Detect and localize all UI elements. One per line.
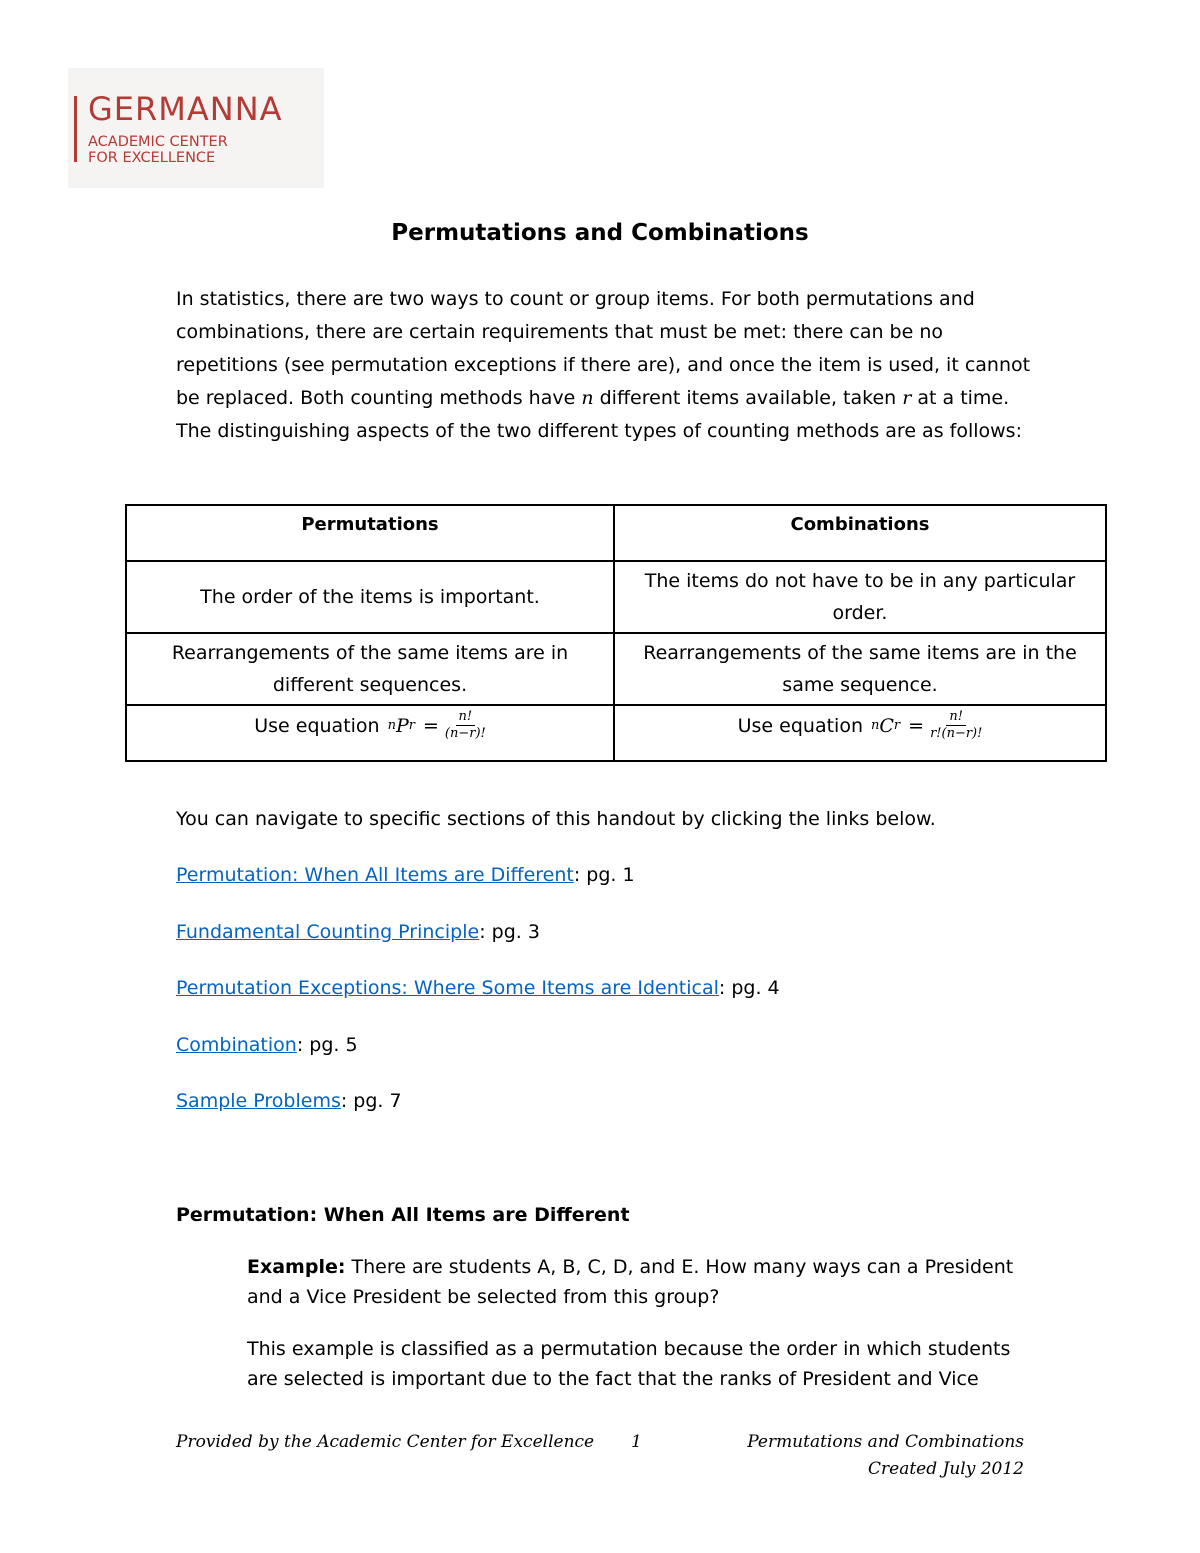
footer-doc-title: Permutations and Combinations bbox=[747, 1432, 1024, 1452]
permutation-equation-cell bbox=[126, 705, 614, 761]
table-row-equations bbox=[126, 705, 1106, 761]
formula-numerator: n! bbox=[946, 709, 966, 726]
intro-var-n: n bbox=[581, 387, 594, 409]
intro-text-1: In statistics, there are two ways to count or group items. For both permutations and combinations, there are certain requirements that must be met: there can be no repetitions (see permutation exceptions if there are), and once the item is used, it cannot be replaced. Both counting methods have bbox=[176, 288, 1031, 409]
table-header-row bbox=[126, 505, 1106, 561]
table-cell: The order of the items is important. bbox=[126, 561, 614, 633]
page-ref: : pg. 5 bbox=[296, 1034, 358, 1056]
formula-subscript-n: n bbox=[387, 717, 396, 733]
page-ref: : pg. 3 bbox=[479, 921, 540, 943]
formula-symbol: P bbox=[395, 714, 409, 737]
table-cell: Rearrangements of the same items are in the same sequence. bbox=[614, 633, 1106, 705]
nav-item-permutation-exceptions bbox=[176, 972, 780, 1005]
page-title: Permutations and Combinations bbox=[391, 220, 809, 246]
combination-formula bbox=[871, 709, 982, 742]
nav-item-counting-principle bbox=[176, 916, 540, 949]
page-ref: : pg. 1 bbox=[573, 864, 635, 886]
formula-fraction bbox=[930, 709, 982, 742]
link-permutation-different[interactable]: Permutation: When All Items are Different bbox=[176, 864, 574, 886]
formula-fraction bbox=[445, 709, 486, 742]
table-cell: Rearrangements of the same items are in different sequences. bbox=[126, 633, 614, 705]
link-combination[interactable]: Combination bbox=[176, 1034, 297, 1056]
equation-label: Use equation bbox=[737, 714, 863, 737]
footer-page-number: 1 bbox=[631, 1432, 642, 1452]
nav-item-permutation-different bbox=[176, 859, 635, 892]
link-permutation-exceptions[interactable]: Permutation Exceptions: Where Some Items are Identical bbox=[176, 977, 719, 999]
combination-equation-cell bbox=[614, 705, 1106, 761]
logo-subtitle bbox=[88, 134, 228, 166]
intro-text-2: different items available, taken bbox=[593, 387, 903, 409]
intro-paragraph bbox=[176, 283, 1046, 448]
logo-bar bbox=[74, 96, 77, 162]
formula-equals: = bbox=[908, 714, 925, 737]
example-label: Example: bbox=[247, 1256, 346, 1278]
navigation-intro: You can navigate to specific sections of this handout by clicking the links below. bbox=[176, 808, 936, 830]
formula-symbol: C bbox=[879, 714, 894, 737]
formula-subscript-n: n bbox=[871, 717, 880, 733]
footer-created-date: Created July 2012 bbox=[868, 1459, 1024, 1479]
formula-equals: = bbox=[422, 714, 439, 737]
logo-line-1: ACADEMIC CENTER bbox=[88, 134, 228, 150]
logo-name: GERMANNA bbox=[88, 90, 283, 128]
formula-denominator: r!(n−r)! bbox=[930, 726, 983, 741]
intro-var-r: r bbox=[902, 387, 912, 409]
page-ref: : pg. 7 bbox=[340, 1090, 402, 1112]
footer-provider: Provided by the Academic Center for Excellence bbox=[176, 1432, 595, 1452]
explanation-paragraph: This example is classified as a permutation because the order in which students are selected is important due to the fact that the ranks of President and Vice bbox=[247, 1338, 1011, 1390]
table-row bbox=[126, 561, 1106, 633]
example-paragraph bbox=[247, 1252, 1027, 1312]
table-row bbox=[126, 633, 1106, 705]
link-sample-problems[interactable]: Sample Problems bbox=[176, 1090, 341, 1112]
formula-subscript-r: r bbox=[408, 717, 415, 733]
link-counting-principle[interactable]: Fundamental Counting Principle bbox=[176, 921, 480, 943]
formula-denominator: (n−r)! bbox=[444, 726, 486, 741]
nav-item-sample-problems bbox=[176, 1085, 402, 1118]
example-text: There are students A, B, C, D, and E. How many ways can a President and a Vice President be selected from this group? bbox=[247, 1256, 1014, 1308]
table-cell: The items do not have to be in any particular order. bbox=[614, 561, 1106, 633]
page-ref: : pg. 4 bbox=[718, 977, 780, 999]
logo-line-2: FOR EXCELLENCE bbox=[88, 150, 216, 166]
section-heading: Permutation: When All Items are Different bbox=[176, 1204, 630, 1226]
permutation-formula bbox=[388, 709, 486, 742]
germanna-logo bbox=[68, 68, 324, 188]
formula-subscript-r: r bbox=[893, 717, 901, 733]
formula-numerator: n! bbox=[456, 709, 476, 726]
equation-label: Use equation bbox=[254, 714, 380, 737]
comparison-table bbox=[125, 504, 1107, 762]
intro-text-3: at a time. The distinguishing aspects of the two different types of counting methods are as follows: bbox=[176, 387, 1022, 442]
nav-item-combination bbox=[176, 1029, 358, 1062]
header-combinations: Combinations bbox=[614, 505, 1106, 561]
header-permutations: Permutations bbox=[126, 505, 614, 561]
